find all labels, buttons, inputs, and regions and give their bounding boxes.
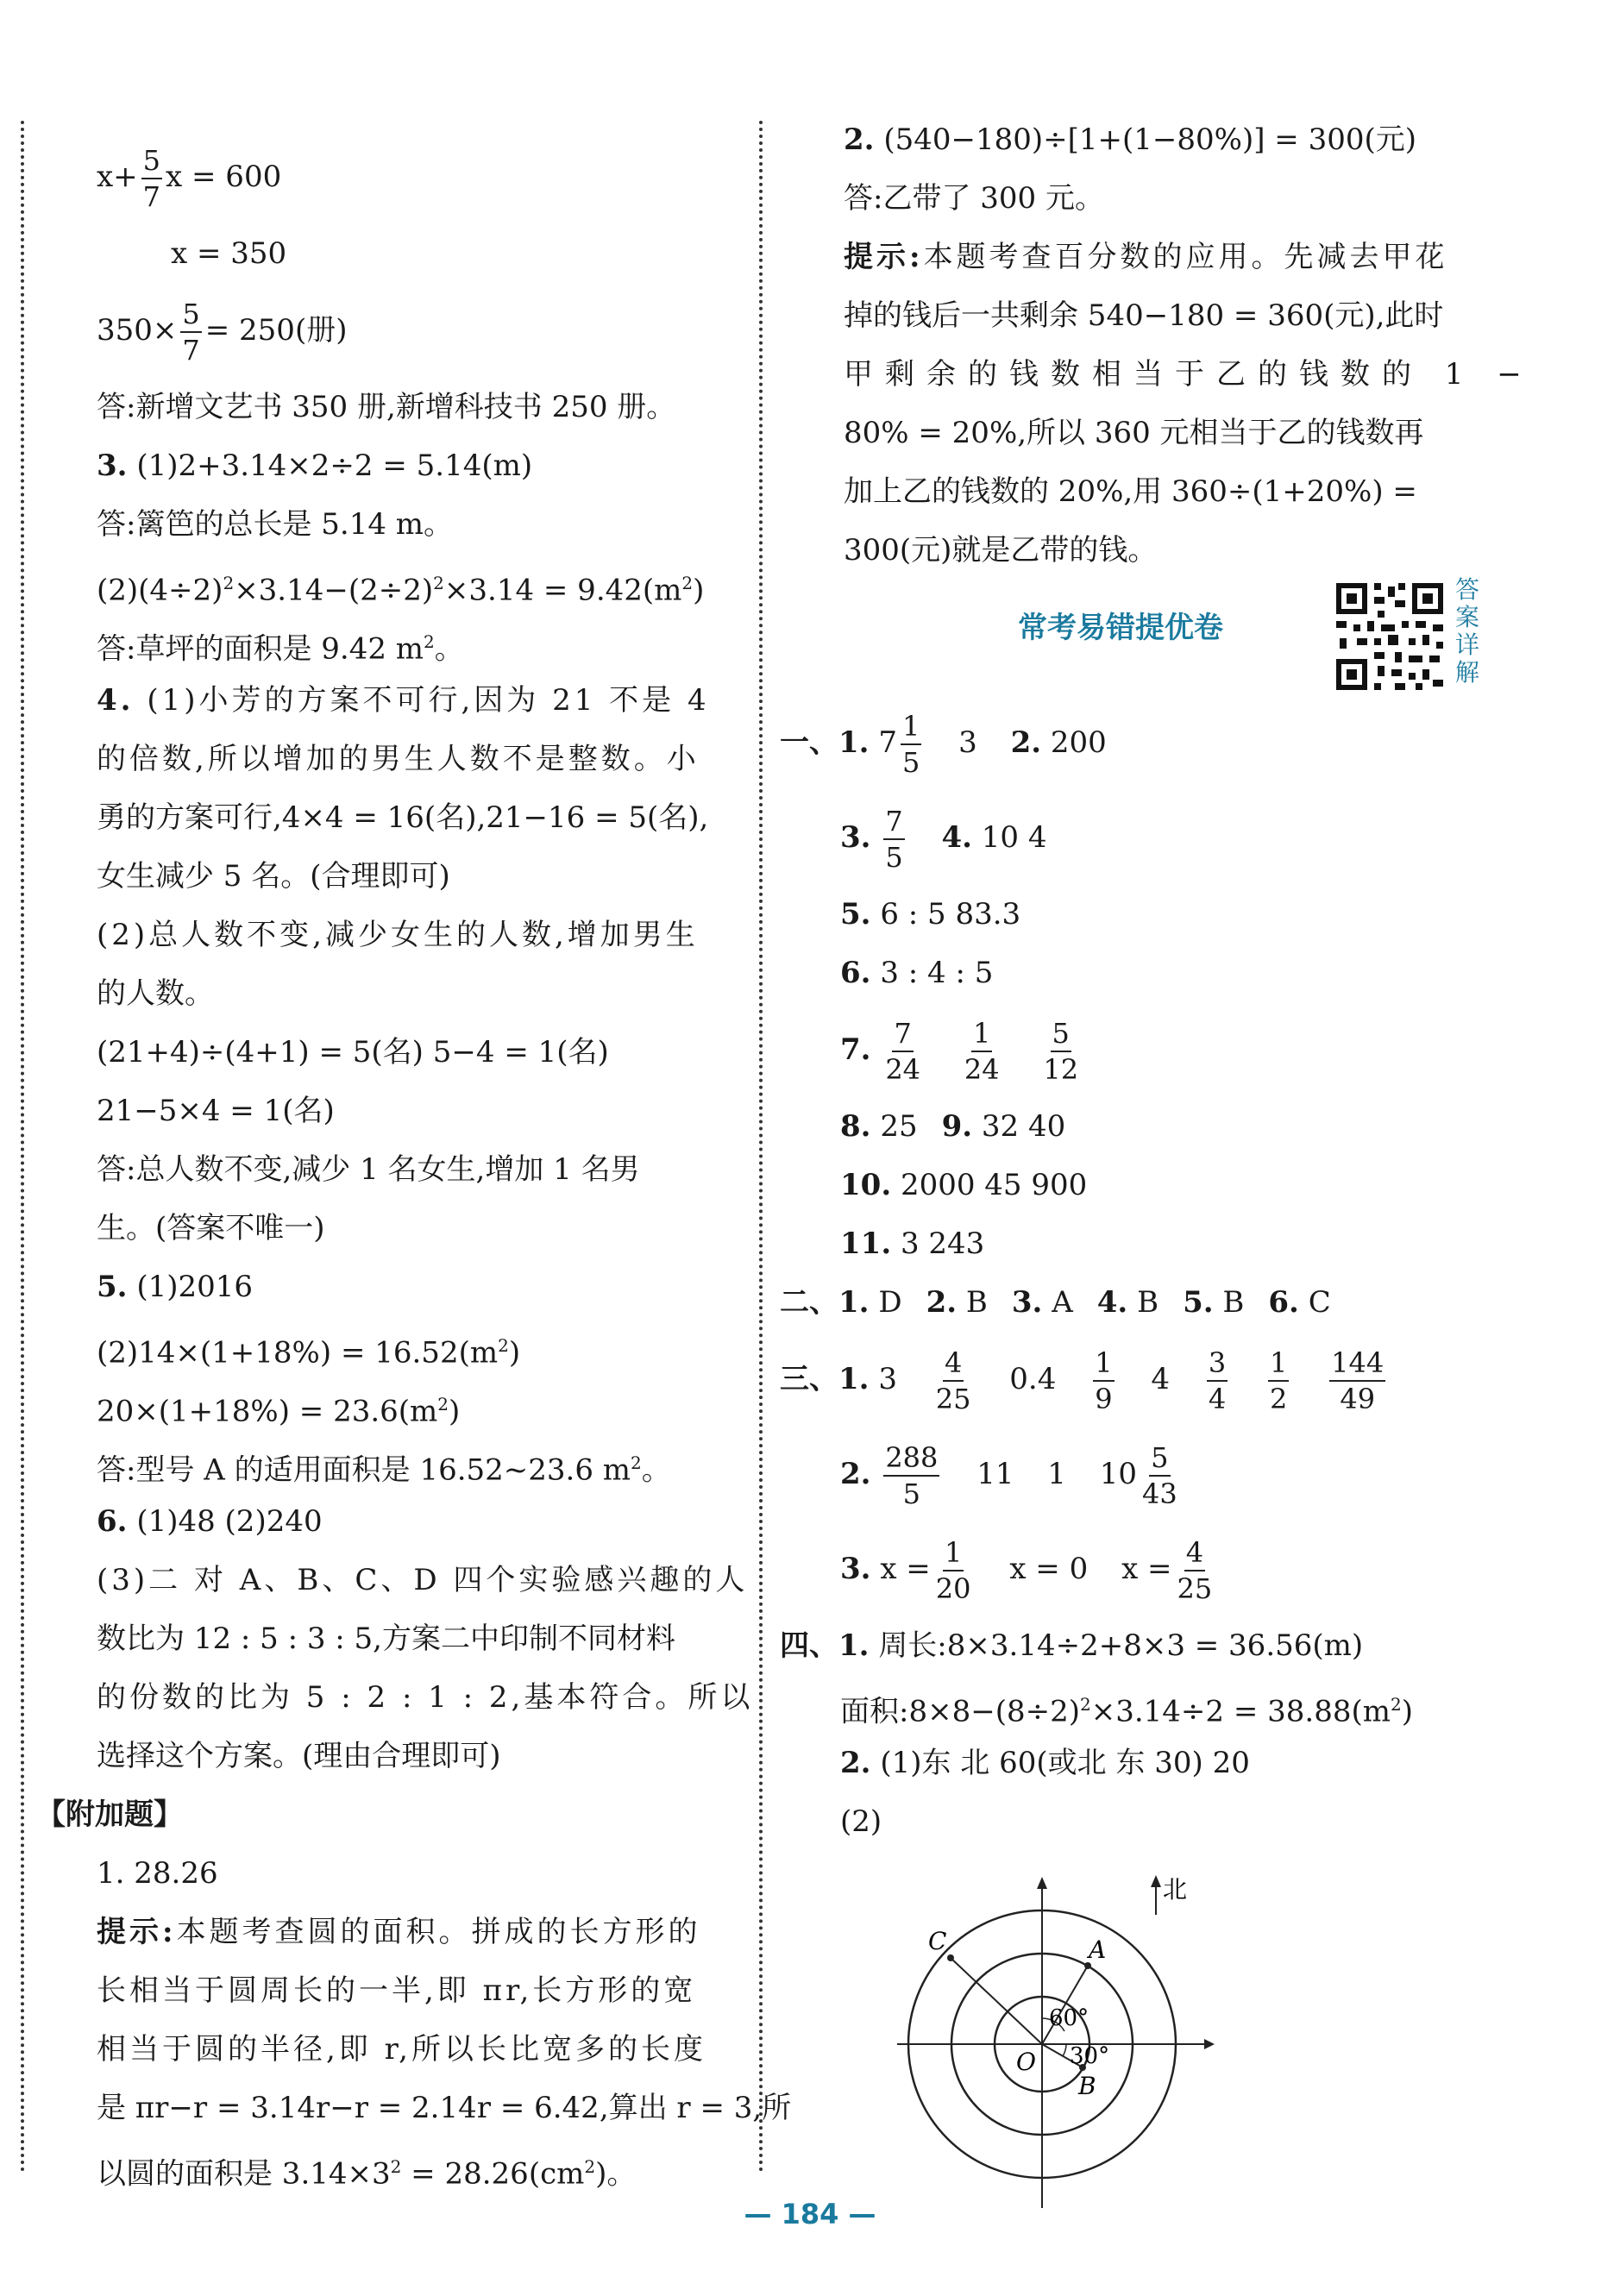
numerator: 5 — [1051, 1016, 1071, 1052]
answer-line — [97, 612, 752, 671]
q6-line — [97, 1492, 752, 1551]
numerator: 3 — [1207, 1346, 1228, 1382]
answer-value: 6 : 5 83.3 — [880, 897, 1021, 932]
denominator: 5 — [901, 746, 920, 779]
item-number: 3. — [1011, 1285, 1043, 1320]
fraction — [1093, 1346, 1114, 1416]
tip-label: 提示: — [97, 1915, 177, 1949]
q3-part1: (1)2+3.14×2÷2 = 5.14(m) — [136, 449, 533, 483]
fraction — [1041, 1016, 1080, 1087]
s1-line-e — [780, 1002, 1487, 1097]
extra-tip-line: 相当于圆的半径,即 r,所以长比宽多的长度 — [97, 2032, 706, 2067]
q4-line: 女生减少 5 名。(合理即可) — [97, 859, 450, 894]
extra-answer: 1. 28.26 — [97, 1856, 218, 1891]
item-number: 1. — [838, 1362, 870, 1396]
item-number: 3. — [840, 820, 871, 855]
s1-line-h — [780, 1214, 1487, 1273]
q5-text: (1)2016 — [136, 1270, 254, 1304]
eq-text: x = — [1121, 1552, 1172, 1586]
answer-value: 3 — [878, 1362, 897, 1396]
eq-text: 面积:8×8−(8÷2) — [840, 1694, 1080, 1729]
s4-line-c — [780, 1734, 1487, 1792]
q4-line: 答:总人数不变,减少 1 名女生,增加 1 名男 — [97, 1152, 640, 1187]
denominator: 7 — [142, 180, 161, 213]
numerator: 4 — [1184, 1535, 1205, 1571]
tip-line: 甲剩余的钱数相当于乙的钱数的 1 − — [844, 357, 1534, 392]
equation-line: x = 350 — [171, 236, 287, 271]
answer-line: 答:乙带了 300 元。 — [844, 181, 1104, 216]
item-number: 6. — [840, 956, 871, 990]
q4-line: (2)总人数不变,减少女生的人数,增加男生 — [97, 918, 699, 952]
answer-value: 1 — [1047, 1457, 1066, 1491]
answer-value: 32 40 — [981, 1109, 1066, 1144]
superscript: 2 — [681, 573, 694, 593]
q5-text: (2)14×(1+18%) = 16.52(m — [97, 1335, 499, 1371]
question-number: 6. — [97, 1504, 128, 1539]
s3-line-a — [780, 1332, 1487, 1427]
superscript: 2 — [424, 631, 435, 652]
denominator: 5 — [902, 1477, 921, 1510]
choice-answer: C — [1308, 1285, 1331, 1320]
tip-text: 本题考查圆的面积。拼成的长方形的 — [176, 1915, 701, 1949]
tip-line: 掉的钱后一共剩余 540−180 = 360(元),此时 — [844, 298, 1444, 333]
superscript: 2 — [1390, 1694, 1402, 1715]
extra-tip-line: 是 πr−r = 3.14r−r = 2.14r = 6.42,算出 r = 3,所 — [97, 2091, 792, 2125]
answer-value: 2000 45 900 — [900, 1168, 1088, 1202]
label-o: O — [1016, 2048, 1036, 2076]
numerator: 7 — [883, 804, 904, 840]
column-divider — [759, 121, 763, 2174]
item-number: 5. — [840, 897, 871, 932]
fraction — [1268, 1346, 1289, 1416]
superscript: 2 — [631, 1452, 642, 1473]
q4-line: 21−5×4 = 1(名) — [97, 1094, 335, 1128]
question-number: 2. — [844, 122, 875, 157]
superscript: 2 — [498, 1335, 509, 1356]
answer-value: 3 : 4 : 5 — [880, 956, 994, 990]
fraction — [901, 709, 921, 780]
q6-line: 的份数的比为 5 : 2 : 1 : 2,基本符合。所以 — [97, 1680, 754, 1715]
numerator: 144 — [1329, 1346, 1385, 1382]
eq-text: x+ — [97, 160, 138, 194]
q5-text: 20×(1+18%) = 23.6(m — [97, 1394, 438, 1429]
s4-line-b — [780, 1675, 1487, 1734]
numerator: 5 — [1149, 1440, 1170, 1477]
item-number: 10. — [840, 1168, 892, 1202]
tip-line: 加上乙的钱数的 20%,用 360÷(1+20%) = — [844, 474, 1417, 509]
q6-line: 选择这个方案。(理由合理即可) — [97, 1739, 501, 1773]
section-label: 三、 — [780, 1362, 838, 1396]
s3-line-c — [780, 1521, 1487, 1616]
equation-line — [97, 129, 752, 224]
question-number: 3. — [97, 449, 128, 483]
answer-value: 11 — [976, 1457, 1014, 1491]
answer-value: 0.4 — [1009, 1362, 1057, 1396]
denominator: 2 — [1269, 1383, 1288, 1415]
s1-line-c — [780, 885, 1487, 944]
extra-tip-line: 长相当于圆周长的一半,即 πr,长方形的宽 — [97, 1973, 697, 2008]
tip-text: 以圆的面积是 3.14×3 — [97, 2156, 391, 2192]
tip-text: )。 — [595, 2156, 637, 2192]
tip-line — [783, 228, 1473, 286]
s4-line-a — [780, 1616, 1487, 1675]
superscript: 2 — [584, 2156, 596, 2177]
section-label: 一、 — [780, 725, 838, 760]
direction-diagram — [871, 1863, 1234, 2225]
answer-value: 10 4 — [981, 820, 1047, 855]
q3-line — [97, 436, 752, 495]
s1-line-d — [780, 944, 1487, 1002]
tip-line: 80% = 20%,所以 360 元相当于乙的钱数再 — [844, 416, 1424, 450]
q4-line: 的人数。 — [97, 976, 214, 1011]
fraction — [1329, 1346, 1385, 1416]
item-number: 4. — [941, 820, 972, 855]
item-number: 11. — [840, 1226, 892, 1261]
north-arrow-icon — [1151, 1875, 1161, 1887]
denominator: 24 — [964, 1053, 1000, 1086]
q6-text: (1)48 (2)240 — [136, 1504, 323, 1539]
item-number: 3. — [840, 1552, 871, 1586]
denominator: 43 — [1142, 1477, 1177, 1510]
item-number: 6. — [1268, 1285, 1299, 1320]
denominator: 5 — [885, 841, 903, 874]
item-number: 1. — [838, 1628, 870, 1663]
qr-code-icon[interactable] — [1333, 580, 1447, 693]
question-number: 5. — [97, 1270, 128, 1304]
item-number: 2. — [840, 1457, 871, 1491]
s1-line-a — [780, 695, 1487, 790]
numerator: 288 — [883, 1440, 939, 1477]
item-number: 2. — [1010, 725, 1042, 760]
right-column-top — [783, 110, 1534, 580]
page-number: — 184 — — [744, 2198, 876, 2230]
eq-text: x = 600 — [166, 160, 282, 194]
answer-text: 答:草坪的面积是 9.42 m — [97, 631, 424, 667]
item-number: 2. — [840, 1746, 871, 1780]
numerator: 5 — [141, 143, 162, 179]
section-label: 四、 — [780, 1628, 838, 1663]
superscript: 2 — [433, 573, 444, 593]
fraction — [1176, 1535, 1215, 1606]
question-number: 4. — [97, 683, 135, 718]
q6-line: (3)二 对 A、B、C、D 四个实验感兴趣的人 — [97, 1563, 749, 1597]
numerator: 1 — [943, 1535, 964, 1571]
r-q2-text: (540−180)÷[1+(1−80%)] = 300(元) — [883, 122, 1417, 157]
axis-arrow-icon — [1037, 1877, 1047, 1889]
left-dotted-margin — [21, 121, 24, 2174]
eq-text: ×3.14 = 9.42(m — [443, 573, 682, 608]
s3-line-b — [780, 1427, 1487, 1521]
fraction — [1207, 1346, 1228, 1416]
answer-value: 周长:8×3.14÷2+8×3 = 36.56(m) — [878, 1628, 1364, 1663]
choice-answer: B — [965, 1285, 988, 1320]
q5-line — [97, 1433, 752, 1492]
numerator: 1 — [1268, 1346, 1289, 1382]
label-b: B — [1078, 2072, 1096, 2100]
eq-text: ) — [693, 573, 705, 608]
left-column — [36, 129, 792, 2196]
s4-line-d: (2) — [840, 1804, 882, 1839]
label-a: A — [1089, 1935, 1107, 1964]
q5-line — [97, 1375, 752, 1433]
answer-line: 答:新增文艺书 350 册,新增科技书 250 册。 — [97, 390, 676, 424]
s1-line-f — [780, 1097, 1487, 1156]
superscript: 2 — [1079, 1694, 1091, 1715]
choice-answer: A — [1052, 1285, 1073, 1320]
answer-value: 25 — [880, 1109, 918, 1144]
superscript: 2 — [223, 573, 235, 593]
axis-arrow-icon — [1204, 2039, 1215, 2049]
eq-text: ) — [1401, 1694, 1413, 1729]
q5-text: ) — [508, 1335, 521, 1371]
fraction — [883, 1016, 922, 1087]
denominator: 12 — [1043, 1053, 1079, 1086]
choice-answer: B — [1137, 1285, 1159, 1320]
denominator: 20 — [935, 1572, 971, 1605]
eq-text: 350× — [97, 313, 178, 348]
tip-text: = 28.26(cm — [401, 2156, 585, 2192]
extra-tip-line — [97, 1903, 752, 1961]
q4-line: 的倍数,所以增加的男生人数不是整数。小 — [97, 742, 700, 776]
choice-answer: B — [1222, 1285, 1245, 1320]
answer-value: (1)东 北 60(或北 东 30) 20 — [880, 1746, 1250, 1780]
fraction — [934, 1535, 973, 1606]
q5-line — [97, 1316, 752, 1375]
tip-text: 本题考查百分数的应用。先减去甲花 — [923, 240, 1448, 274]
denominator: 4 — [1208, 1383, 1227, 1415]
right-column-answers — [780, 695, 1487, 1851]
qr-label: 答案详解 — [1454, 575, 1479, 687]
numerator: 7 — [892, 1016, 913, 1052]
item-number: 8. — [840, 1109, 871, 1144]
q4-line: 生。(答案不唯一) — [97, 1211, 325, 1245]
q5-text: 。 — [641, 1452, 671, 1488]
s1-line-g — [780, 1156, 1487, 1214]
s1-line-b — [780, 790, 1487, 885]
superscript: 2 — [437, 1394, 449, 1415]
fraction — [1140, 1440, 1179, 1511]
numerator: 1 — [1093, 1346, 1114, 1382]
denominator: 25 — [935, 1383, 971, 1415]
item-number: 1. — [838, 1285, 870, 1320]
angle-60-label: 60° — [1049, 2005, 1089, 2031]
answer-value: 3 — [958, 725, 977, 760]
superscript: 2 — [390, 2156, 402, 2177]
tip-line: 300(元)就是乙带的钱。 — [844, 533, 1158, 568]
item-number: 9. — [941, 1109, 973, 1144]
denominator: 24 — [885, 1053, 921, 1086]
fraction — [883, 804, 904, 875]
mixed-whole: 7 — [878, 725, 897, 760]
eq-text: ×3.14−(2÷2) — [234, 573, 434, 608]
section-label: 二、 — [780, 1285, 838, 1320]
numerator: 1 — [971, 1016, 992, 1052]
choice-answer: D — [878, 1285, 902, 1320]
item-number: 1. — [838, 725, 870, 760]
mixed-whole: 10 — [1099, 1457, 1137, 1491]
denominator: 9 — [1095, 1383, 1113, 1415]
numerator: 1 — [901, 709, 921, 745]
eq-text: = 250(册) — [204, 313, 348, 348]
q4-line: (21+4)÷(4+1) = 5(名) 5−4 = 1(名) — [97, 1035, 609, 1070]
numerator: 4 — [943, 1346, 964, 1382]
denominator: 25 — [1177, 1572, 1213, 1605]
extra-section-heading: 【附加题】 — [36, 1797, 183, 1832]
fraction — [141, 143, 162, 214]
item-number: 5. — [1183, 1285, 1214, 1320]
s2-line — [780, 1273, 1487, 1332]
eq-text: (2)(4÷2) — [97, 573, 223, 608]
q3-part2 — [97, 554, 752, 612]
q6-line: 数比为 12 : 5 : 3 : 5,方案二中印制不同材料 — [97, 1622, 675, 1656]
q4-text: (1)小芳的方案不可行,因为 21 不是 4 — [147, 683, 710, 718]
answer-value: 4 — [1151, 1362, 1170, 1396]
r-q2-line — [783, 110, 1473, 169]
denominator: 7 — [182, 334, 200, 367]
denominator: 49 — [1340, 1383, 1376, 1415]
point-c — [947, 1954, 954, 1961]
eq-text: x = 0 — [1009, 1552, 1089, 1586]
label-c: C — [928, 1927, 947, 1955]
item-number: 4. — [1096, 1285, 1128, 1320]
q5-line — [97, 1258, 752, 1316]
fraction — [934, 1346, 973, 1416]
fraction — [963, 1016, 1002, 1087]
item-number: 7. — [840, 1032, 871, 1067]
q5-text: 答:型号 A 的适用面积是 16.52~23.6 m — [97, 1452, 631, 1488]
fraction — [883, 1440, 939, 1511]
answer-text: 。 — [434, 631, 464, 667]
section-title: 常考易错提优卷 — [1018, 611, 1223, 645]
angle-arc-30 — [1063, 2044, 1066, 2056]
equation-line — [97, 283, 752, 378]
angle-30-label: 30° — [1070, 2043, 1110, 2069]
answer-value: 200 — [1050, 725, 1107, 760]
answer-value: 3 243 — [900, 1226, 985, 1261]
eq-text: ×3.14÷2 = 38.88(m — [1090, 1694, 1391, 1729]
q5-text: ) — [449, 1394, 461, 1429]
numerator: 5 — [180, 297, 201, 333]
q4-line — [97, 671, 752, 730]
fraction — [180, 297, 201, 367]
item-number: 2. — [926, 1285, 958, 1320]
answer-line: 答:篱笆的总长是 5.14 m。 — [97, 507, 454, 542]
q4-line: 勇的方案可行,4×4 = 16(名),21−16 = 5(名), — [97, 800, 709, 835]
eq-text: x = — [880, 1552, 931, 1586]
tip-label: 提示: — [844, 240, 924, 274]
north-label: 北 — [1163, 1875, 1188, 1904]
extra-tip-line — [97, 2137, 752, 2196]
